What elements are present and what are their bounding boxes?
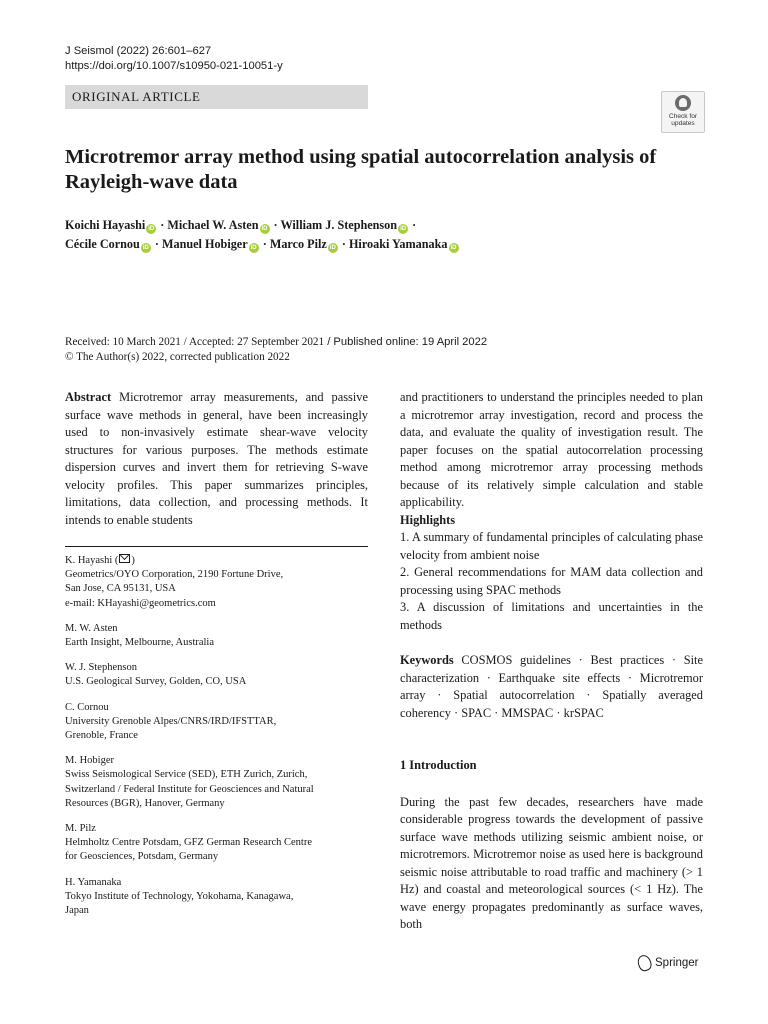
check-updates-line1: Check for [668,113,698,120]
abstract-label: Abstract [65,390,112,404]
author-list: Koichi Hayashi iD · Michael W. Asten iD · William J. Stephenson iD · Cécile Cornou iD · Manuel Hobiger iD · Marco Pilz iD · Hiroaki Yamanaka iD [65,216,665,254]
article-type-banner [65,85,368,109]
received-accepted: Received: 10 March 2021 / Accepted: 27 September 2021 [65,336,325,348]
affiliation: H. Yamanaka Tokyo Institute of Technology, Yokohama, Kanagawa, Japan [65,876,294,917]
author[interactable]: Koichi Hayashi iD [65,218,155,232]
orcid-icon[interactable]: iD [148,226,155,232]
affiliation: M. W. Asten Earth Insight, Melbourne, Australia [65,622,215,649]
bookmark-icon [675,95,691,111]
journal-header [65,44,283,74]
introduction-text: During the past few decades, researchers have made considerable progress towards the development of passive surface wave methods utilizing seismic ambient noise, or microtremors. Microtremor noise as used here is background seismic noise attributable to road traffic and machinery (> 1 Hz) and coastal and meteorological sources (< 1 Hz). The wave energy propagates predominantly as surface waves, both [400,794,703,931]
author[interactable]: Manuel Hobiger iD [161,237,257,251]
abstract-text-left: Microtremor array measurements, and passive surface wave methods in general, have been increasingly used to non-invasively estimate shear-wave velocity structures for various purposes. The methods estimate dispersion curves and invert them for retrieving S-wave velocity profiles. This paper summarizes principles, limitations, data collection, and processing methods. It intends to enable students [65,390,368,527]
springer-horse-icon [636,953,654,972]
affiliation: M. Hobiger Swiss Seismological Service (SED), ETH Zurich, Zurich, Switzerland / Federal Institute for Geosciences and Natural Resources (BGR), Hanover, Germany [65,755,314,809]
orcid-icon[interactable]: iD [450,245,457,251]
email-link[interactable]: e-mail: KHayashi@geometrics.com [65,597,216,609]
highlights-heading: Highlights [400,512,456,527]
affiliation: C. Cornou University Grenoble Alpes/CNRS/IRD/IFSTTAR, Grenoble, France [65,701,277,742]
author[interactable]: Michael W. Asten iD [167,218,268,232]
highlight-item: 3. A discussion of limitations and uncertainties in the methods [400,600,703,632]
author[interactable]: Cécile Cornou iD [65,237,149,251]
check-updates-line2: updates [671,120,695,127]
right-column [400,389,703,934]
highlight-item: 1. A summary of fundamental principles of calculating phase velocity from ambient noise [400,530,703,562]
author[interactable]: William J. Stephenson iD [280,218,407,232]
published-online: / Published online: 19 April 2022 [324,336,488,348]
publisher-logo [638,955,698,971]
highlight-item: 2. General recommendations for MAM data collection and processing using SPAC methods [400,565,703,597]
check-for-updates-button[interactable] [661,91,705,133]
affiliation: K. Hayashi ( ) Geometrics/OYO Corporation, 2190 Fortune Drive, San Jose, CA 95131, USA e-mail: KHayashi@geometrics.com [65,554,368,611]
orcid-icon[interactable]: iD [261,226,268,232]
keywords-label: Keywords [400,653,454,667]
keywords-text: COSMOS guidelines · Best practices · Site characterization · Earthquake site effects · Microtremor array · Spatial autocorrelation · Spatially averaged coherency · SPAC · MMSPAC · krSPAC [400,653,703,720]
envelope-icon[interactable] [119,554,130,563]
keywords [400,652,703,722]
abstract-text-right: and practitioners to understand the principles needed to plan a microtremor array investigation, record and process the data, and evaluate the quality of investigation result. The paper focuses on the spatial autocorrelation processing method among microtremor array processing methods because of its relatively simple calculation and stable applicability. [400,390,703,509]
doi-link[interactable]: https://doi.org/10.1007/s10950-021-10051-y [65,60,283,72]
orcid-icon[interactable]: iD [250,245,257,251]
abstract-left [65,389,368,529]
author[interactable]: Hiroaki Yamanaka iD [348,237,457,251]
affiliation: M. Pilz Helmholtz Centre Potsdam, GFZ German Research Centre for Geosciences, Potsdam, Germany [65,823,312,863]
publisher-name: Springer [655,957,699,969]
affiliations [65,554,368,929]
orcid-icon[interactable]: iD [142,245,149,251]
journal-citation: J Seismol (2022) 26:601–627 [65,45,212,57]
copyright: © The Author(s) 2022, corrected publication 2022 [65,351,290,363]
affiliation: W. J. Stephenson U.S. Geological Survey, Golden, CO, USA [65,662,247,688]
article-type-label: ORIGINAL ARTICLE [72,89,201,104]
orcid-icon[interactable]: iD [329,245,336,251]
author[interactable]: Marco Pilz iD [269,237,336,251]
affiliation-divider [65,546,368,547]
section-heading-introduction: 1 Introduction [400,758,477,772]
orcid-icon[interactable]: iD [400,226,407,232]
publication-dates [65,335,705,365]
article-title: Microtremor array method using spatial autocorrelation analysis of Rayleigh-wave data [65,146,657,193]
